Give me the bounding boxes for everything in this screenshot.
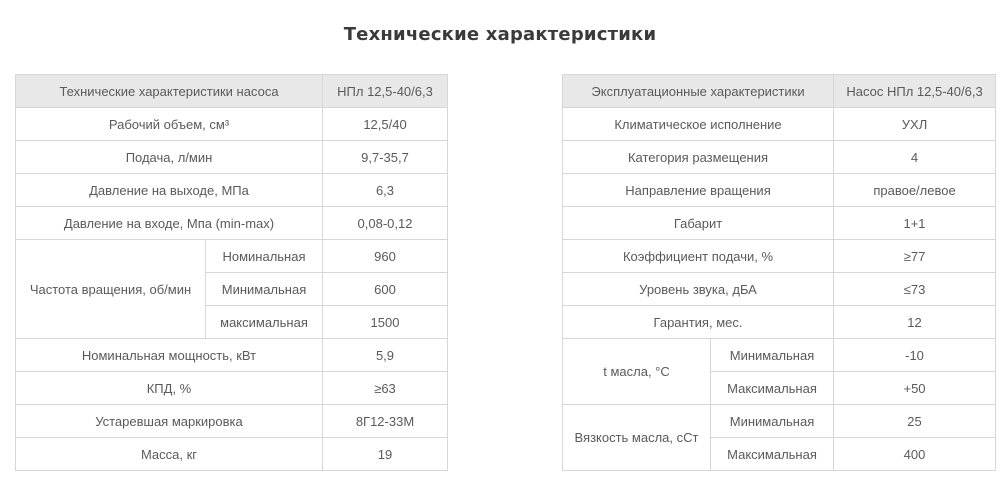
table-header-row — [563, 75, 996, 108]
table-row — [563, 108, 996, 141]
row-value: УХЛ — [834, 108, 996, 141]
table-row — [563, 174, 996, 207]
row-label: Гарантия, мес. — [563, 306, 834, 339]
table-row — [16, 405, 448, 438]
table-row — [16, 438, 448, 471]
table-row — [16, 339, 448, 372]
table-header-row — [16, 75, 448, 108]
row-label: t масла, °С — [563, 339, 711, 405]
row-sublabel: максимальная — [206, 306, 323, 339]
row-label: Масса, кг — [16, 438, 323, 471]
row-value: правое/левое — [834, 174, 996, 207]
row-value: ≥63 — [323, 372, 448, 405]
table-row — [563, 306, 996, 339]
row-label: Вязкость масла, сСт — [563, 405, 711, 471]
row-value: 1+1 — [834, 207, 996, 240]
pump-specs-table — [15, 74, 448, 471]
row-label: Номинальная мощность, кВт — [16, 339, 323, 372]
row-sublabel: Минимальная — [206, 273, 323, 306]
header-cell: Эксплуатационные характеристики — [563, 75, 834, 108]
row-label: Рабочий объем, см³ — [16, 108, 323, 141]
table-row — [563, 339, 996, 372]
row-value: 6,3 — [323, 174, 448, 207]
row-sublabel: Максимальная — [711, 438, 834, 471]
row-label: Давление на выходе, МПа — [16, 174, 323, 207]
row-value: 19 — [323, 438, 448, 471]
row-value: 600 — [323, 273, 448, 306]
row-value: -10 — [834, 339, 996, 372]
row-label: Габарит — [563, 207, 834, 240]
row-label: Давление на входе, Мпа (min-max) — [16, 207, 323, 240]
table-row — [563, 273, 996, 306]
operating-specs-table — [562, 74, 996, 471]
row-sublabel: Минимальная — [711, 339, 834, 372]
row-value: 4 — [834, 141, 996, 174]
row-value: 400 — [834, 438, 996, 471]
row-value: 0,08-0,12 — [323, 207, 448, 240]
row-sublabel: Номинальная — [206, 240, 323, 273]
table-row — [16, 207, 448, 240]
table-row — [16, 372, 448, 405]
row-label: Направление вращения — [563, 174, 834, 207]
table-row — [563, 405, 996, 438]
row-sublabel: Максимальная — [711, 372, 834, 405]
row-label: КПД, % — [16, 372, 323, 405]
table-row — [16, 108, 448, 141]
row-label: Климатическое исполнение — [563, 108, 834, 141]
table-row — [563, 240, 996, 273]
table-row — [16, 141, 448, 174]
row-label: Подача, л/мин — [16, 141, 323, 174]
table-row — [563, 141, 996, 174]
row-label: Устаревшая маркировка — [16, 405, 323, 438]
row-value: 5,9 — [323, 339, 448, 372]
row-value: 9,7-35,7 — [323, 141, 448, 174]
row-value: 1500 — [323, 306, 448, 339]
row-value: 8Г12-33М — [323, 405, 448, 438]
table-row — [16, 240, 448, 273]
row-value: 12,5/40 — [323, 108, 448, 141]
header-cell: Насос НПл 12,5-40/6,3 — [834, 75, 996, 108]
table-row — [563, 207, 996, 240]
row-value: ≥77 — [834, 240, 996, 273]
row-value: 25 — [834, 405, 996, 438]
row-value: 960 — [323, 240, 448, 273]
row-label: Частота вращения, об/мин — [16, 240, 206, 339]
row-value: ≤73 — [834, 273, 996, 306]
row-value: 12 — [834, 306, 996, 339]
row-label: Коэффициент подачи, % — [563, 240, 834, 273]
header-cell: Технические характеристики насоса — [16, 75, 323, 108]
row-sublabel: Минимальная — [711, 405, 834, 438]
page-title: Технические характеристики — [343, 24, 657, 45]
row-value: +50 — [834, 372, 996, 405]
row-label: Категория размещения — [563, 141, 834, 174]
row-label: Уровень звука, дБА — [563, 273, 834, 306]
header-cell: НПл 12,5-40/6,3 — [323, 75, 448, 108]
table-row — [16, 174, 448, 207]
